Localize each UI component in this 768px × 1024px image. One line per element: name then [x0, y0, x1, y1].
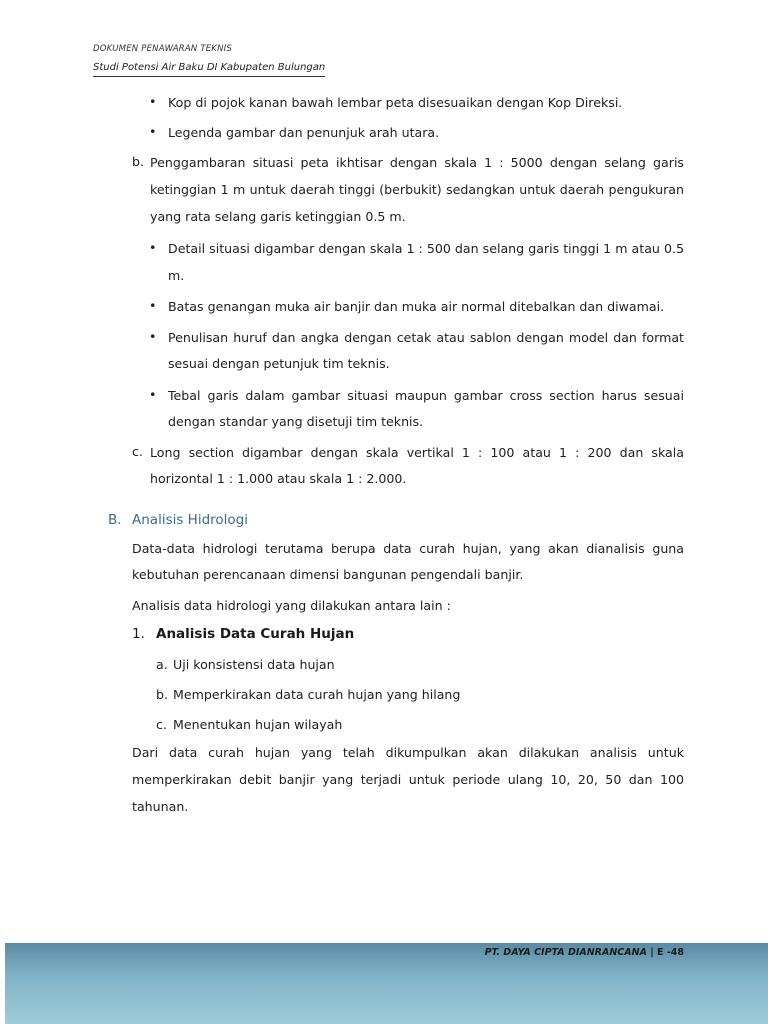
- bullet-b-3-line2: sesuai dengan petunjuk tim teknis.: [168, 356, 390, 371]
- section-b-title: Analisis Hidrologi: [132, 512, 248, 528]
- item-c-line2: horizontal 1 : 1.000 atau skala 1 : 2.000.: [150, 471, 407, 486]
- doc-label: DOKUMEN PENAWARAN TEKNIS: [93, 44, 232, 54]
- section-b-para2: Analisis data hidrologi yang dilakukan antara lain :: [132, 598, 451, 613]
- bullet-icon: •: [149, 298, 157, 313]
- item-c-line1: Long section digambar dengan skala vertikal 1 : 100 atau 1 : 200 dan skala: [150, 445, 684, 460]
- closing-line3: tahunan.: [132, 799, 189, 814]
- subitem-a-marker: a.: [156, 657, 168, 672]
- item-b-line3: yang rata selang garis ketinggian 0.5 m.: [150, 209, 406, 224]
- bullet-b-3-line1: Penulisan huruf dan angka dengan cetak atau sablon dengan model dan format: [168, 330, 684, 345]
- bullet-top-1: Kop di pojok kanan bawah lembar peta disesuaikan dengan Kop Direksi.: [168, 95, 623, 110]
- footer-company: PT. DAYA CIPTA DIANRANCANA: [484, 947, 647, 958]
- item-b-marker: b.: [132, 154, 144, 169]
- subitem-a-text: Uji konsistensi data hujan: [173, 657, 335, 672]
- section-b-para1-line2: kebutuhan perencanaan dimensi bangunan pengendali banjir.: [132, 567, 524, 582]
- subitem-c-text: Menentukan hujan wilayah: [173, 717, 343, 732]
- subitem-c-marker: c.: [156, 717, 167, 732]
- bullet-icon: •: [149, 329, 157, 344]
- subsection-1-marker: 1.: [132, 626, 145, 642]
- subitem-b-text: Memperkirakan data curah hujan yang hilang: [173, 687, 461, 702]
- bullet-top-2: Legenda gambar dan penunjuk arah utara.: [168, 125, 440, 140]
- bullet-b-4-line2: dengan standar yang disetuji tim teknis.: [168, 414, 424, 429]
- bullet-icon: •: [149, 124, 157, 139]
- item-c-marker: c.: [132, 444, 143, 459]
- doc-title: Studi Potensi Air Baku DI Kabupaten Bulungan: [93, 61, 325, 77]
- bullet-icon: •: [149, 94, 157, 109]
- section-b-marker: B.: [108, 512, 122, 528]
- bullet-b-4-line1: Tebal garis dalam gambar situasi maupun gambar cross section harus sesuai: [168, 388, 684, 403]
- bullet-icon: •: [149, 387, 157, 402]
- item-b-line2: ketinggian 1 m untuk daerah tinggi (berbukit) sedangkan untuk daerah pengukuran: [150, 182, 684, 197]
- subsection-1-title: Analisis Data Curah Hujan: [156, 626, 355, 642]
- section-b-para1-line1: Data-data hidrologi terutama berupa data curah hujan, yang akan dianalisis guna: [132, 541, 684, 556]
- subitem-b-marker: b.: [156, 687, 168, 702]
- footer-page-number: E -48: [657, 947, 684, 958]
- bullet-b-1-line2: m.: [168, 268, 185, 283]
- footer: [485, 947, 684, 958]
- footer-separator: |: [646, 947, 658, 958]
- closing-line2: memperkirakan debit banjir yang terjadi untuk periode ulang 10, 20, 50 dan 100: [132, 772, 684, 787]
- bullet-b-2-line1: Batas genangan muka air banjir dan muka air normal ditebalkan dan diwamai.: [168, 299, 665, 314]
- item-b-line1: Penggambaran situasi peta ikhtisar dengan skala 1 : 5000 dengan selang garis: [150, 155, 684, 170]
- closing-line1: Dari data curah hujan yang telah dikumpulkan akan dilakukan analisis untuk: [132, 745, 684, 760]
- document-header: [93, 43, 325, 77]
- bullet-b-1-line1: Detail situasi digambar dengan skala 1 : 500 dan selang garis tinggi 1 m atau 0.5: [168, 241, 684, 256]
- bullet-icon: •: [149, 240, 157, 255]
